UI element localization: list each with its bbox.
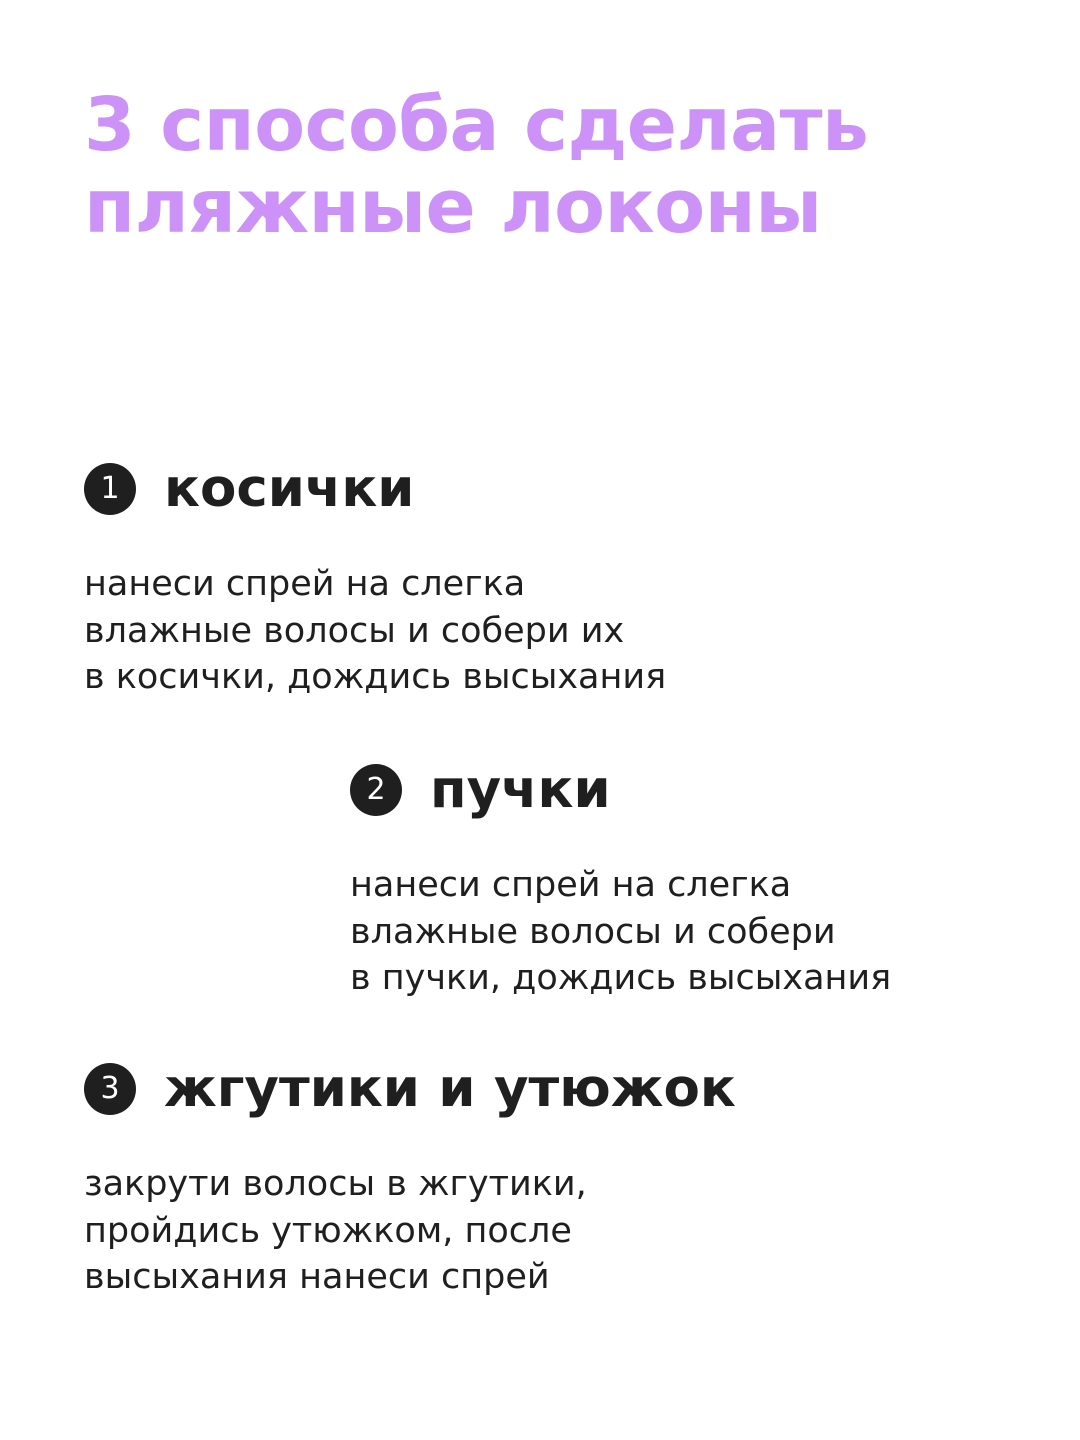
method-buns [350, 756, 891, 1002]
description-line: высыхания нанеси спрей [84, 1257, 550, 1297]
method-title-buns: пучки [430, 759, 611, 820]
method-header [84, 455, 666, 523]
description-line: закрути волосы в жгутики, [84, 1164, 587, 1204]
number-badge-2: 2 [350, 764, 402, 816]
method-description [84, 561, 666, 701]
page-title [84, 84, 1004, 248]
description-line: влажные волосы и собери их [84, 610, 625, 651]
method-description [350, 862, 891, 1002]
number-badge-1: 1 [84, 463, 136, 515]
description-line: нанеси спрей на слегка [350, 865, 792, 905]
number-badge-3: 3 [84, 1063, 136, 1115]
method-description [84, 1161, 736, 1301]
method-header [350, 756, 891, 824]
method-title-braids: косички [164, 458, 415, 519]
description-line: в косички, дождись высыхания [84, 657, 667, 697]
title-line-2: пляжные локоны [84, 164, 822, 250]
description-line: пройдись утюжком, после [84, 1210, 572, 1251]
description-line: нанеси спрей на слегка [84, 564, 526, 604]
description-line: в пучки, дождись высыхания [350, 958, 892, 998]
method-title-twists-and-iron: жгутики и утюжок [164, 1058, 736, 1119]
title-line-1: 3 способа сделать [84, 82, 869, 168]
method-braids [84, 455, 666, 701]
method-header [84, 1055, 736, 1123]
description-line: влажные волосы и собери [350, 911, 836, 952]
method-twists-and-iron [84, 1055, 736, 1301]
